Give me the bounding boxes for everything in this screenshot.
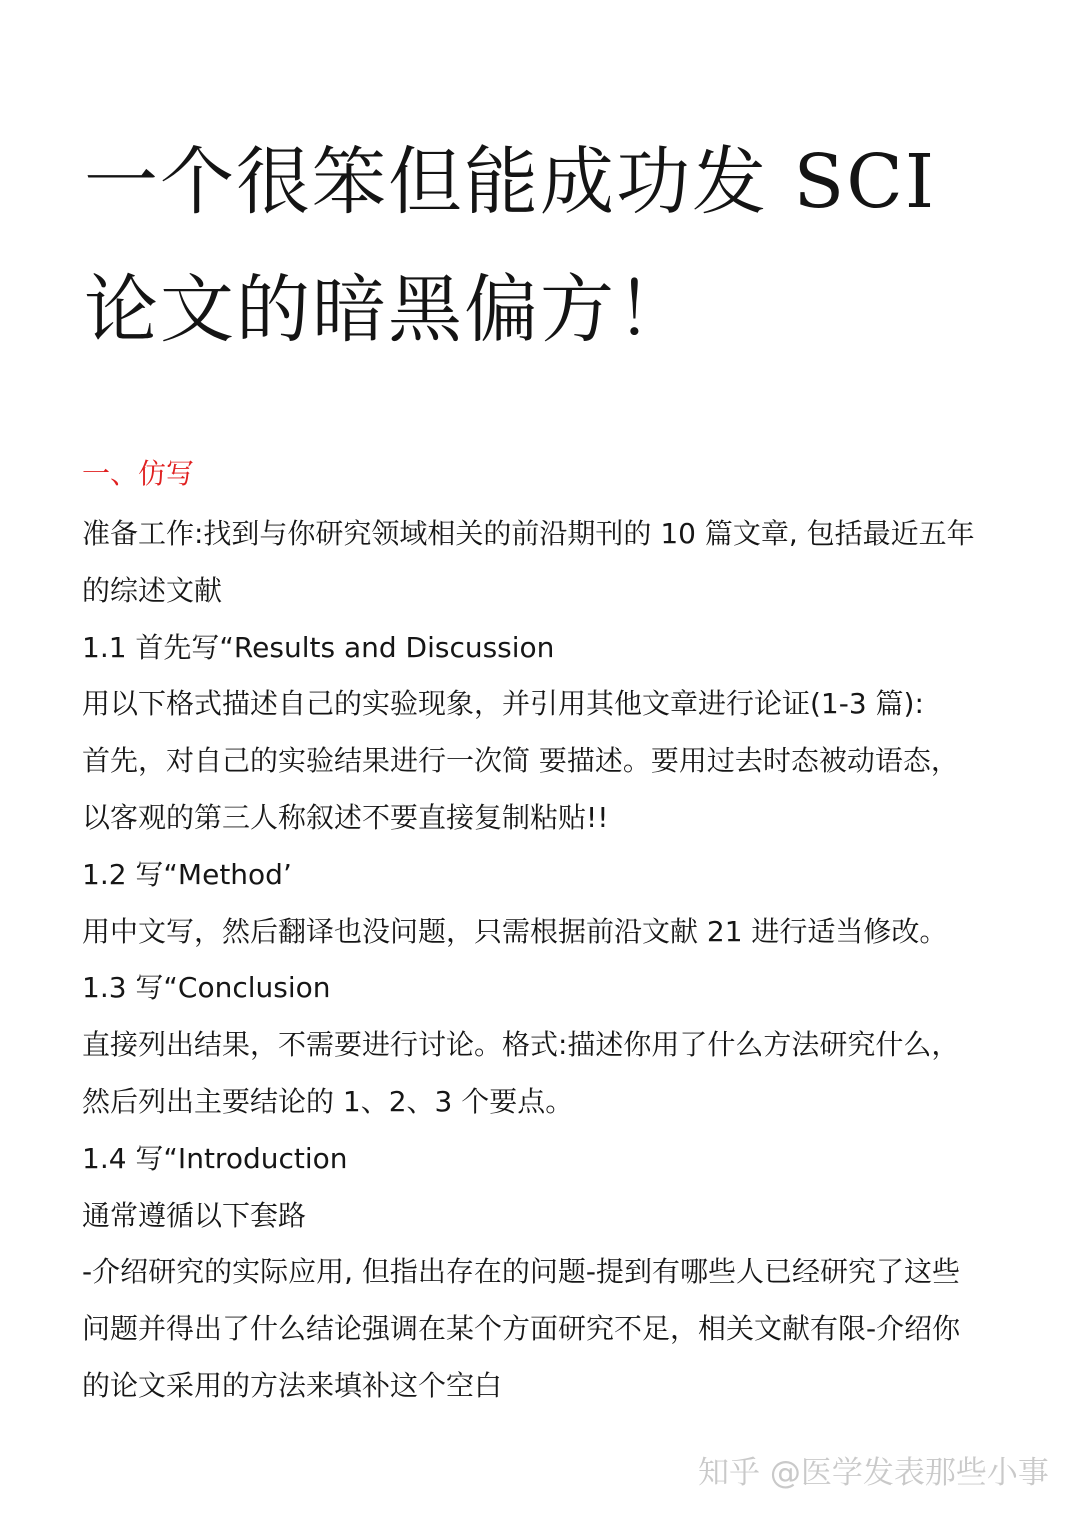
subheading-introduction: 1.4 写“Introduction xyxy=(82,1141,348,1175)
body-line: 直接列出结果，不需要进行讨论。格式:描述你用了什么方法研究什么， xyxy=(82,1028,960,1062)
subheading-results-discussion: 1.1 首先写“Results and Discussion xyxy=(82,630,555,664)
subheading-conclusion: 1.3 写“Conclusion xyxy=(82,971,331,1005)
subheading-method: 1.2 写“Method’ xyxy=(82,857,292,891)
body-line: 然后列出主要结论的 1、2、3 个要点。 xyxy=(82,1084,574,1118)
body-line: 首先，对自己的实验结果进行一次简 要描述。要用过去时态被动语态， xyxy=(82,744,959,778)
title-line-1: 一个很笨但能成功发 SCI xyxy=(84,139,937,225)
watermark: 知乎 @医学发表那些小事 xyxy=(698,1455,1049,1491)
title-line-2: 论文的暗黑偏方！ xyxy=(84,267,692,353)
body-line: 的论文采用的方法来填补这个空白 xyxy=(82,1368,503,1402)
body-line: 通常遵循以下套路 xyxy=(82,1198,307,1232)
body-line: 用中文写，然后翻译也没问题，只需根据前沿文献 21 进行适当修改。 xyxy=(82,914,948,948)
body-line: 以客观的第三人称叙述不要直接复制粘贴!! xyxy=(82,800,609,834)
body-line: 的综述文献 xyxy=(82,573,223,607)
body-line: -介绍研究的实际应用, 但指出存在的问题-提到有哪些人已经研究了这些 xyxy=(82,1255,961,1289)
section-heading: 一、仿写 xyxy=(82,457,195,490)
body-line: 准备工作:找到与你研究领域相关的前沿期刊的 10 篇文章, 包括最近五年 xyxy=(82,517,975,550)
page-title xyxy=(84,118,1024,374)
body-line: 问题并得出了什么结论强调在某个方面研究不足，相关文献有限-介绍你 xyxy=(82,1312,961,1346)
body-text xyxy=(82,506,1022,1415)
body-line: 用以下格式描述自己的实验现象，并引用其他文章进行论证(1-3 篇): xyxy=(82,687,924,721)
